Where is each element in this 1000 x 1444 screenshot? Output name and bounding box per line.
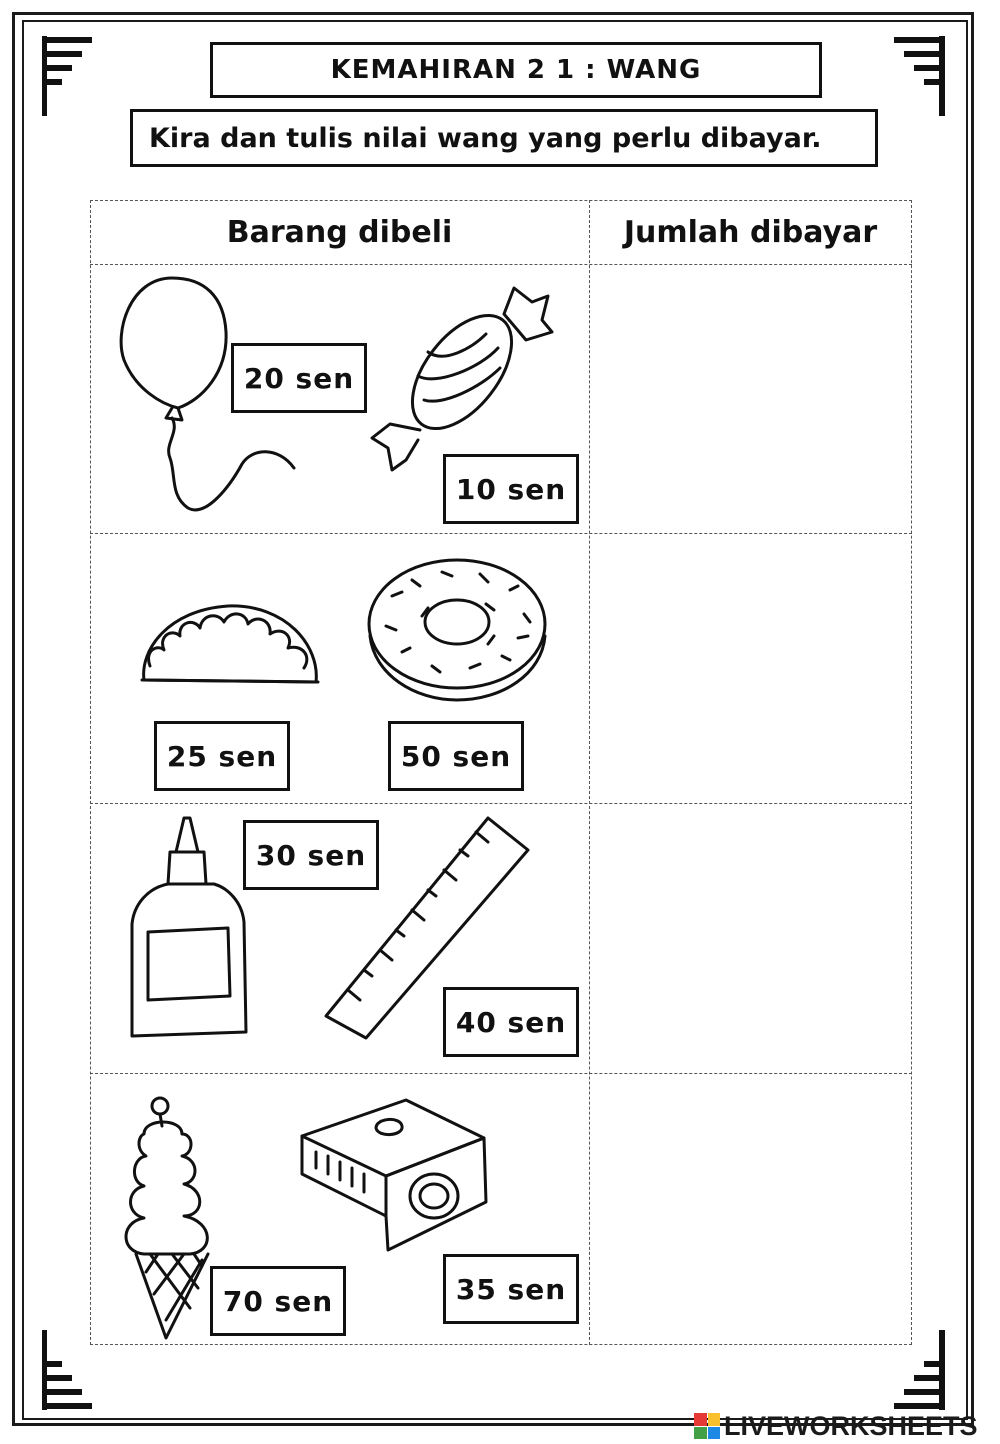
corner-stripes-top-right: [886, 36, 946, 116]
header-total-paid: Jumlah dibayar: [623, 215, 878, 250]
liveworksheets-logo-icon: [694, 1413, 720, 1439]
curry-puff-icon: [136, 594, 326, 694]
answer-cell-row-2[interactable]: [592, 536, 908, 801]
glue-bottle-icon: [124, 812, 254, 1044]
corner-stripes-top-left: [42, 36, 102, 116]
price-tag: 40 sen: [443, 987, 579, 1057]
liveworksheets-logo[interactable]: [694, 1411, 978, 1441]
price-tag: 10 sen: [443, 454, 579, 524]
answer-cell-row-4[interactable]: [592, 1076, 908, 1341]
price-tag: 70 sen: [210, 1266, 346, 1336]
table-row-divider: [90, 803, 912, 804]
donut-icon: [362, 556, 552, 706]
header-items-bought: Barang dibeli: [226, 215, 453, 250]
price-tag: 25 sen: [154, 721, 290, 791]
answer-cell-row-1[interactable]: [592, 266, 908, 531]
table-row-divider: [90, 533, 912, 534]
brand-text: LIVEWORKSHEETS: [724, 1410, 978, 1441]
worksheet-instruction: Kira dan tulis nilai wang yang perlu dibayar.: [130, 109, 878, 167]
price-tag: 35 sen: [443, 1254, 579, 1324]
price-tag: 50 sen: [388, 721, 524, 791]
table-header-divider: [90, 264, 912, 265]
table-row-divider: [90, 1073, 912, 1074]
answer-cell-row-3[interactable]: [592, 806, 908, 1071]
table-column-divider: [589, 200, 590, 1345]
price-tag: 30 sen: [243, 820, 379, 890]
candy-icon: [362, 278, 562, 478]
price-tag: 20 sen: [231, 343, 367, 413]
worksheet-title: KEMAHIRAN 2 1 : WANG: [210, 42, 822, 98]
sharpener-icon: [296, 1092, 491, 1254]
